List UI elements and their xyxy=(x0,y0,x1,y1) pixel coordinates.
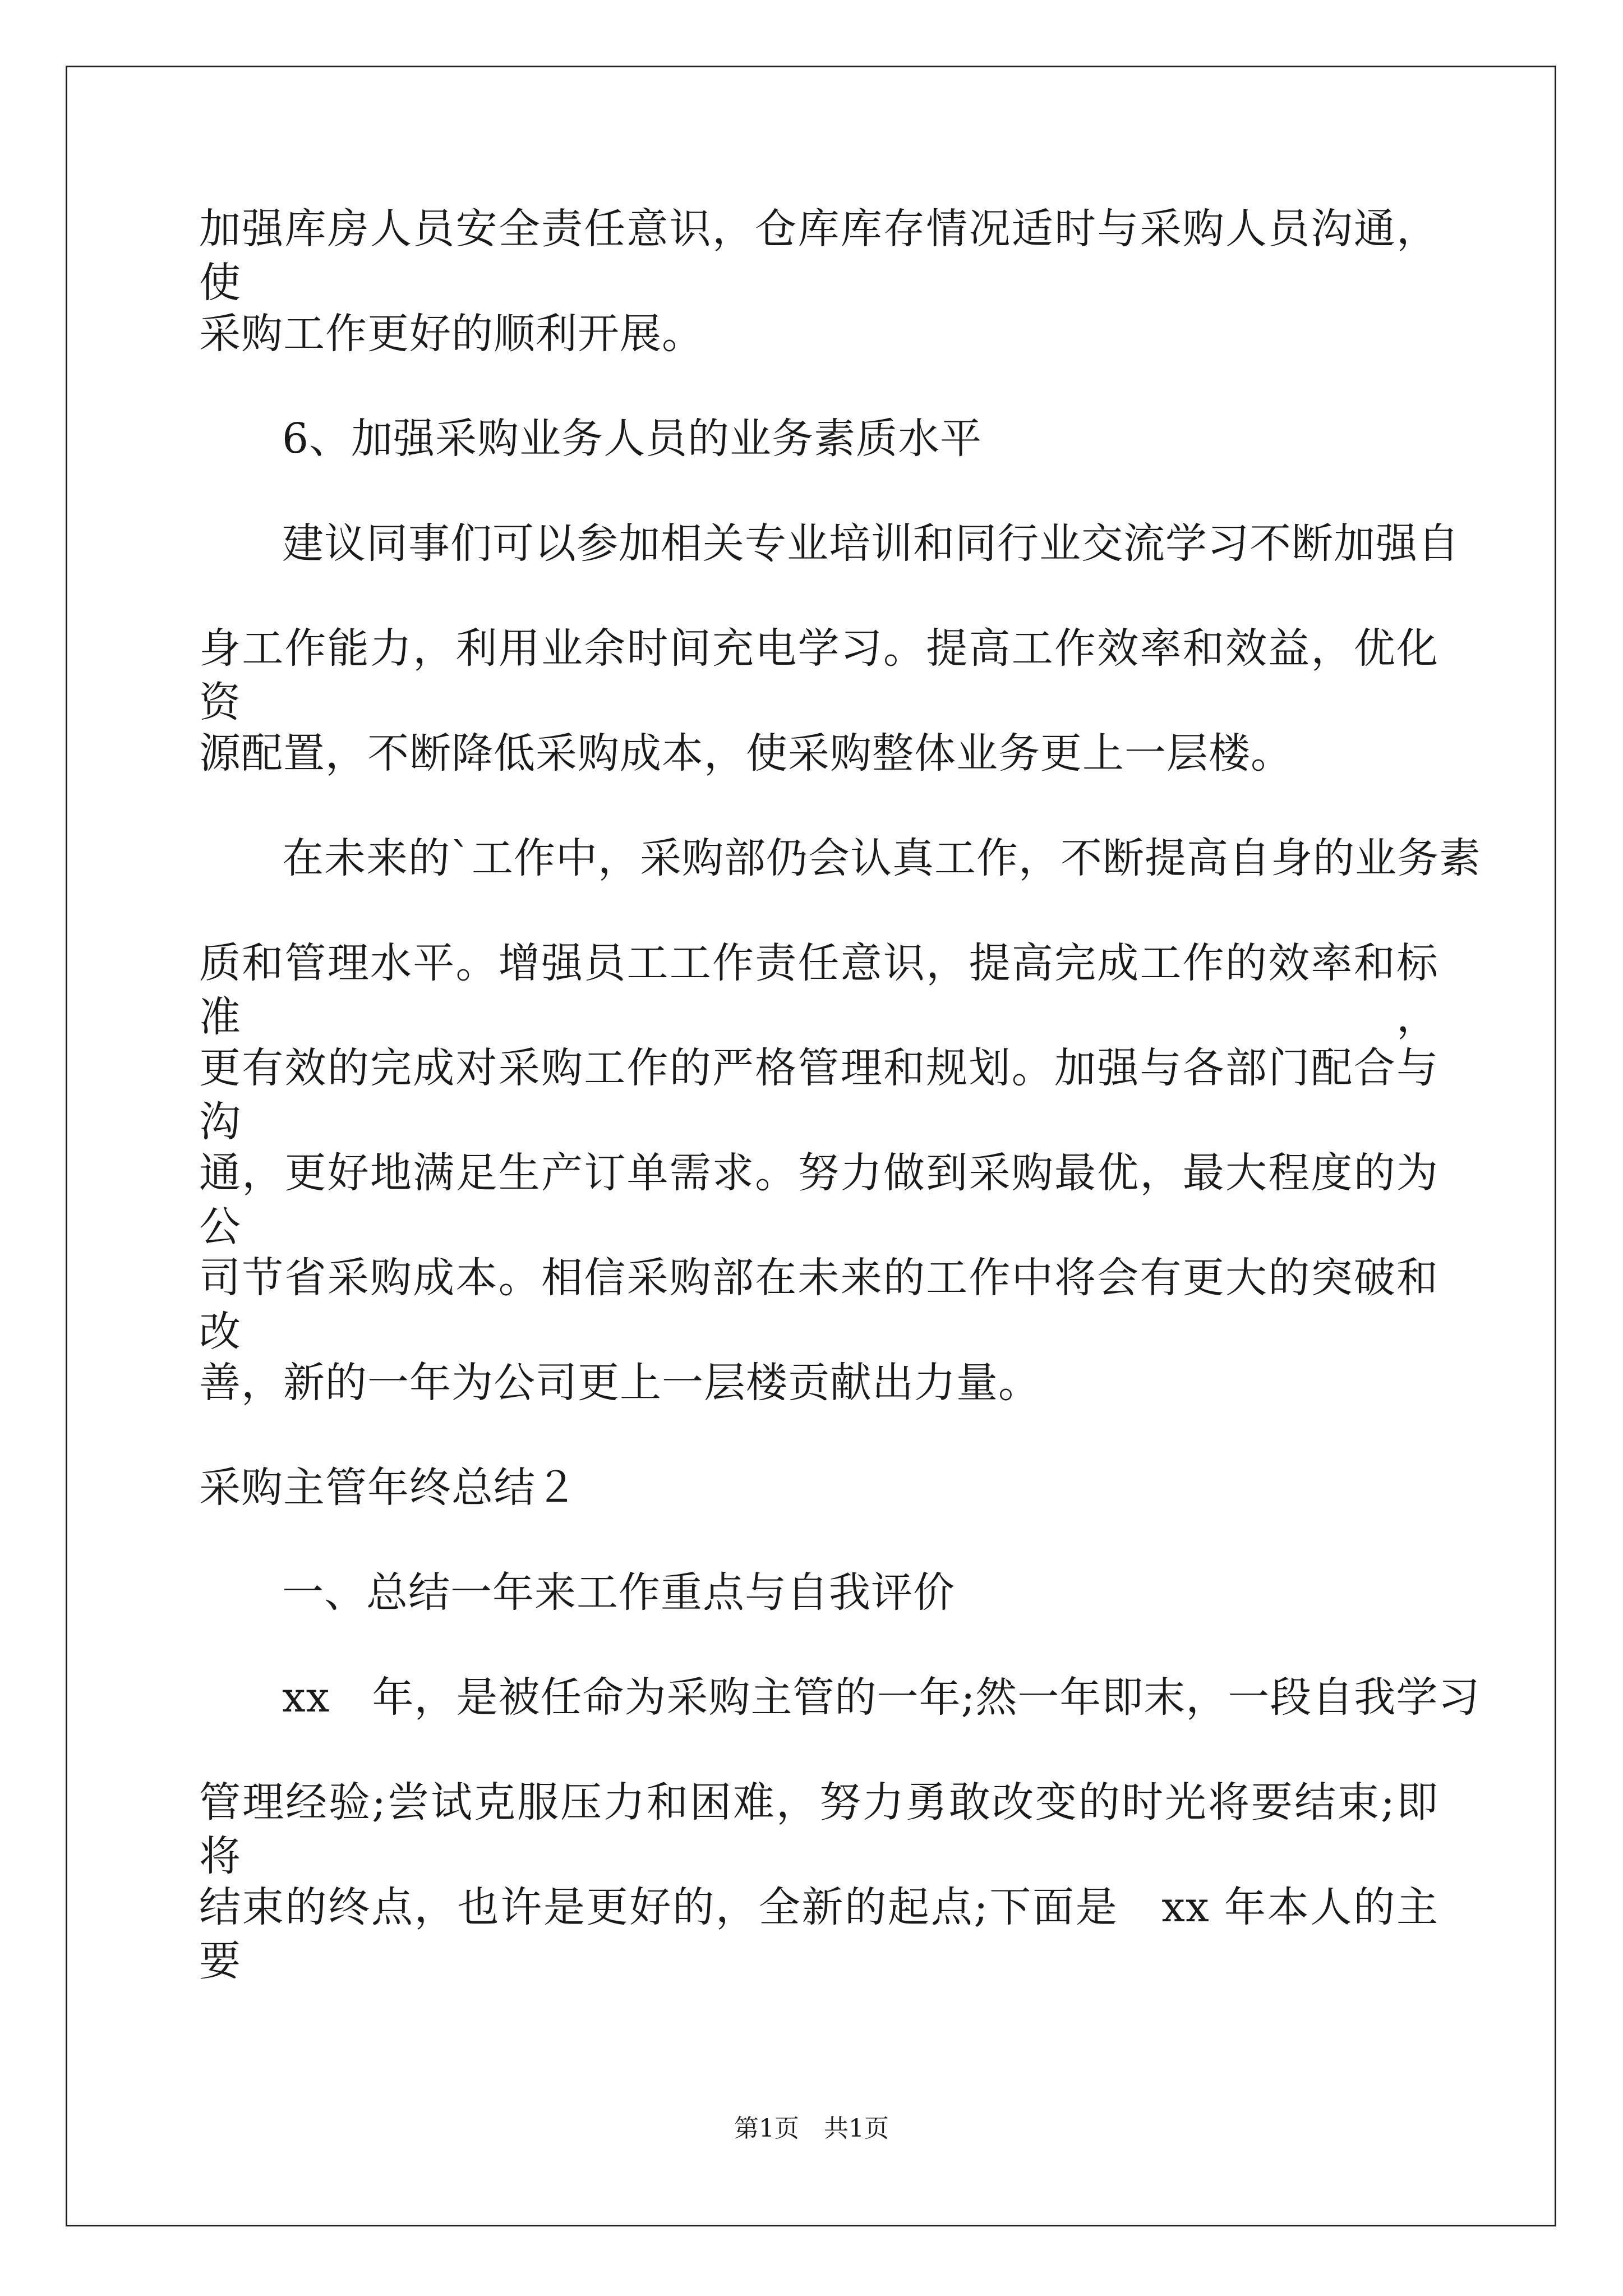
section-heading: 一、总结一年来工作重点与自我评价 xyxy=(282,1568,955,1617)
paragraph-line: 结束的终点，也许是更好的，全新的起点;下面是 xx 年本人的主要 xyxy=(199,1883,1438,1985)
document-body xyxy=(199,202,1481,1985)
paragraph-line: 司节省采购成本。相信采购部在未来的工作中将会有更大的突破和改 xyxy=(199,1254,1438,1356)
paragraph-line: 加强库房人员安全责任意识，仓库库存情况适时与采购人员沟通，使 xyxy=(199,205,1438,307)
paragraph-line: 质和管理水平。增强员工工作责任意识，提高完成工作的效率和标准， xyxy=(199,939,1438,1041)
paragraph-line: 源配置，不断降低采购成本，使采购整体业务更上一层楼。 xyxy=(199,729,1293,777)
section-heading: 6、加强采购业务人员的业务素质水平 xyxy=(282,415,983,463)
paragraph-line: 采购工作更好的顺利开展。 xyxy=(199,310,704,358)
page-number-footer: 第1页 共1页 xyxy=(734,2114,889,2143)
paragraph-line: 在未来的`工作中，采购部仍会认真工作，不断提高自身的业务素 xyxy=(282,834,1481,882)
document-title: 采购主管年终总结２ xyxy=(199,1464,578,1512)
paragraph-line: xx 年，是被任命为采购主管的一年;然一年即末，一段自我学习 xyxy=(282,1673,1481,1722)
paragraph-line: 管理经验;尝试克服压力和困难，努力勇敢改变的时光将要结束;即将 xyxy=(199,1778,1438,1880)
paragraph-line: 身工作能力，利用业余时间充电学习。提高工作效率和效益，优化资 xyxy=(199,624,1438,726)
paragraph-line: 建议同事们可以参加相关专业培训和同行业交流学习不断加强自 xyxy=(282,519,1460,568)
paragraph-line: 更有效的完成对采购工作的严格管理和规划。加强与各部门配合与沟 xyxy=(199,1044,1438,1146)
paragraph-line: 善，新的一年为公司更上一层楼贡献出力量。 xyxy=(199,1359,1040,1407)
paragraph-line: 通，更好地满足生产订单需求。努力做到采购最优，最大程度的为公 xyxy=(199,1149,1438,1251)
